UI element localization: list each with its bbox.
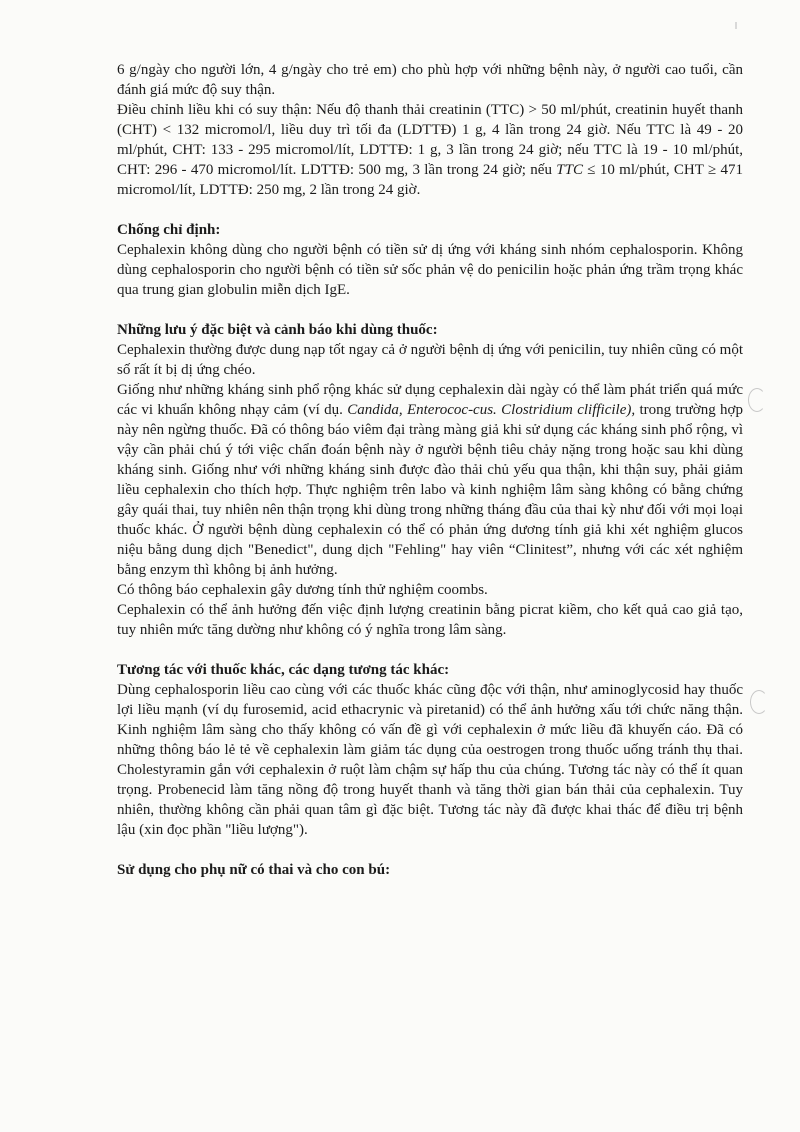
interactions-paragraph: Dùng cephalosporin liều cao cùng với các thuốc khác cũng độc với thận, như aminoglycosid hay thuốc lợi liều mạnh (ví dụ furosemid, acid ethacrynic và piretanid) có thể ảnh hưởng xấu tới chức năng thận. Kinh nghiệm lâm sàng cho thấy không có vấn đề gì với cephalexin ở mức liều đã khuyến cáo. Đã có những thông báo lẻ tẻ về cephalexin làm giảm tác dụng của oestrogen trong thuốc uống tránh thụ thai. Cholestyramin gắn với cephalexin ở ruột làm chậm sự hấp thu của chúng. Tương tác này có thể ít quan trọng. Probenecid làm tăng nồng độ trong huyết thanh và tăng thời gian bán thải của cephalexin. Tuy nhiên, thường không cần phải quan tâm gì đặc biệt. Tương tác này đã được khai thác để điều trị bệnh lậu (xin đọc phần "liều lượng").	[117, 682, 743, 838]
warnings-paragraph-3: Có thông báo cephalexin gây dương tính thử nghiệm coombs.	[117, 582, 488, 598]
contraindications-paragraph: Cephalexin không dùng cho người bệnh có tiền sử dị ứng với kháng sinh nhóm cephalosporin. Không dùng cephalosporin cho người bệnh có tiền sử sốc phản vệ do penicilin hoặc phản ứng trầm trọng khác qua trung gian globulin miễn dịch IgE.	[117, 242, 743, 298]
interactions-heading: Tương tác với thuốc khác, các dạng tương tác khác:	[117, 662, 450, 678]
punch-hole-top	[748, 388, 766, 412]
scan-mark	[735, 22, 737, 29]
renal-adjustment-paragraph	[117, 100, 743, 200]
warnings-paragraph-1: Cephalexin thường được dung nạp tốt ngay cả ở người bệnh dị ứng với penicilin, tuy nhiên cũng có một số rất ít bị dị ứng chéo.	[117, 342, 743, 378]
dosage-paragraph: 6 g/ngày cho người lớn, 4 g/ngày cho trẻ em) cho phù hợp với những bệnh này, ở người cao tuổi, cần đánh giá mức độ suy thận.	[117, 62, 743, 98]
renal-ttc-term: TTC	[556, 162, 583, 178]
pregnancy-heading: Sử dụng cho phụ nữ có thai và cho con bú:	[117, 862, 391, 878]
renal-adjustment-tail: ≤ 10 ml/phút, CHT ≥ 471 micromol/lít, LDTTĐ: 250 mg, 2 lần trong 24 giờ.	[117, 162, 743, 198]
warnings-organisms: Candida, Enterococ-cus. Clostridium clifficile),	[347, 402, 636, 418]
warnings-heading: Những lưu ý đặc biệt và cảnh báo khi dùng thuốc:	[117, 322, 438, 338]
document-page	[117, 60, 743, 880]
warnings-text-a: Giống như những kháng sinh phổ rộng khác sử dụng cephalexin dài ngày có thể làm phát triển quá mức các vi khuẩn không nhạy cảm (ví dụ.	[117, 382, 743, 418]
warnings-text-b: trong trường hợp này nên ngừng thuốc. Đã có thông báo viêm đại tràng màng giả khi sử dụng các kháng sinh phổ rộng, vì vậy cần phải chú ý tới việc chẩn đoán bệnh này ở người bệnh tiêu chảy nặng trong hoặc sau khi dùng kháng sinh. Giống như với những kháng sinh được đào thải chủ yếu qua thận, khi thận suy, phải giảm liều cephalexin cho thích hợp. Thực nghiệm trên labo và kinh nghiệm lâm sàng không có bằng chứng gây quái thai, tuy nhiên nên thận trọng khi dùng trong những tháng đầu của thai kỳ như đối với mọi loại thuốc khác. Ở người bệnh dùng cephalexin có thể có phản ứng dương tính giả khi xét nghiệm glucos niệu bằng dung dịch "Benedict", dung dịch "Fehling" hay viên “Clinitest”, nhưng với các xét nghiệm bằng enzym thì không bị ảnh hưởng.	[117, 402, 743, 578]
contraindications-heading: Chống chỉ định:	[117, 222, 221, 238]
punch-hole-bottom	[750, 690, 768, 714]
warnings-paragraph-4: Cephalexin có thể ảnh hưởng đến việc định lượng creatinin bằng picrat kiềm, cho kết quả cao giả tạo, tuy nhiên mức tăng dường như không có ý nghĩa trong lâm sàng.	[117, 602, 743, 638]
renal-adjustment-text: Điều chỉnh liều khi có suy thận: Nếu độ thanh thải creatinin (TTC) > 50 ml/phút, creatinin huyết thanh (CHT) < 132 micromol/l, liều duy trì tối đa (LDTTĐ) 1 g, 4 lần trong 24 giờ. Nếu TTC là 49 - 20 ml/phút, CHT: 133 - 295 micromol/lít, LDTTĐ: 1 g, 3 lần trong 24 giờ; nếu TTC là 19 - 10 ml/phút, CHT: 296 - 470 micromol/lít. LDTTĐ: 500 mg, 3 lần trong 24 giờ; nếu	[117, 102, 743, 178]
warnings-paragraph-2	[117, 380, 743, 580]
